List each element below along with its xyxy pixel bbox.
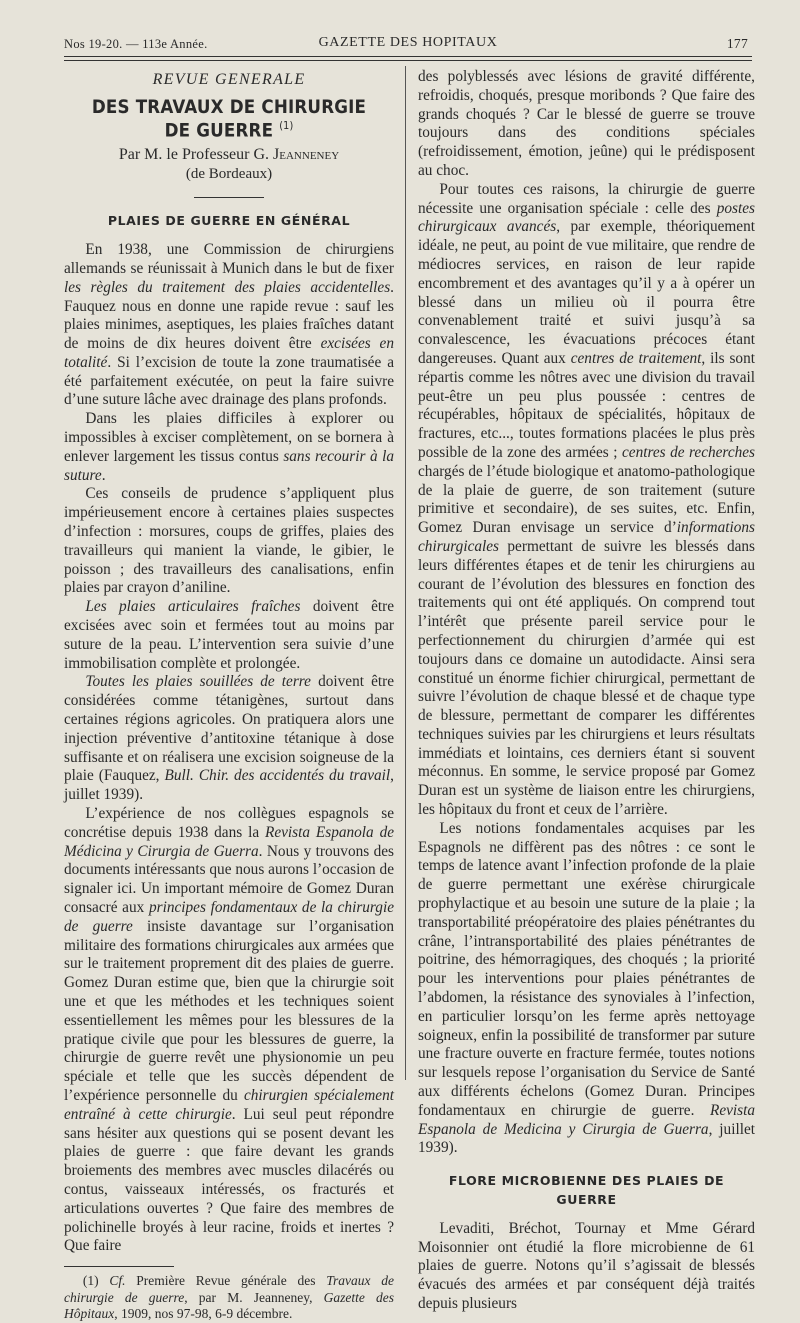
paragraph: Levaditi, Bréchot, Tournay et Mme Gérard Moisonnier ont étudié la flore microbienne de 61 plaies de guerre. Notons qu’il s’agissait de blessés évacués des armées et par conséquent déjà traités depuis plusieurs <box>418 1219 755 1312</box>
journal-title: GAZETTE DES HOPITAUX <box>318 35 498 50</box>
left-column <box>64 68 394 1323</box>
paragraph: L’expérience de nos collègues espagnols se concrétise depuis 1938 dans la Revista Espanola de Médicina y Cirurgia de Guerra. Nous y trouvons des documents intéressants que nous aurons l’occasion de signaler ici. Un important mémoire de Gomez Duran consacré aux principes fondamentaux de la chirurgie de guerre insiste davantage sur l’organisation militaire des formations chirurgicales aux armées que sur le traitement proprement dit des plaies de guerre. Gomez Duran estime que, bien que la chirurgie soit une et que les méthodes et les techniques soient essentiellement les mêmes pour les blessures de la pratique civile que pour les blessures de guerre, la chirurgie de guerre revêt une physionomie un peu spéciale et telle que les succès dépendent de l’expérience personnelle du chirurgien spécialement entraîné à cette chirurgie. Lui seul peut répondre sans hésiter aux questions qui se posent devant les plaies de guerre : que faire devant les grands broiements des membres avec muscles dilacérés ou contus, vaisseaux intéressés, os fracturés et articulations ouvertes ? Que faire des membres de polichinelle broyés à leur racine, froids et inertes ? Que faire <box>64 805 395 1255</box>
paragraph: Toutes les plaies souillées de terre doivent être considérées comme tétanigènes, surtout dans certaines régions agricoles. On pratiquera alors une injection préventive d’antitoxine tétanique à dose suffisante et on réalisera une excision soigneuse de la plaie (Fauquez, Bull. Chir. des accidentés du travail, juillet 1939). <box>64 673 394 804</box>
paragraph: Les notions fondamentales acquises par les Espagnols ne diffèrent pas des nôtres : ce sont le temps de latence avant l’infection profonde de la plaie de guerre permettant une exérèse chirurgicale prophylactique et au besoin une suture de la plaie ; la transportabilité préopératoire des plaies pénétrantes du crâne, l’intransportabilité des plaies pénétrantes de poitrine, des hémorragiques, des choqués ; la priorité pour les interventions pour plaies pénétrantes de l’abdomen, la résistance des synoviales à l’infection, en particulier lorsqu’on les ferme après nettoyage soigneux, enfin la possibilité de transformer par suture une fracture ouverte en fracture fermée, toutes notions sur lesquels repose l’organisation du Service de Santé aux différents échelons (Gomez Duran. Principes fondamentaux en chirurgie de guerre. Revista Espanola de Medicina y Cirurgia de Guerra, juillet 1939). <box>418 819 755 1157</box>
article-title <box>84 95 374 141</box>
footnote: (1) Cf. Première Revue générale des Travaux de chirurgie de guerre, par M. Jeanneney, Gazette des Hôpitaux, 1909, nos 97-98, 6-9 décembre. <box>64 1273 394 1322</box>
paragraph: Les plaies articulaires fraîches doivent être excisées avec soin et fermées tout au moins par suture de la peau. L’intervention sera suivie d’une immobilisation complète et prolongée. <box>64 598 394 672</box>
paragraph: Ces conseils de prudence s’appliquent plus impérieusement encore à certaines plaies suspectes d’infection : morsures, coups de griffes, plaies des travailleurs qui manient la viande, le gibier, le poisson ; des travailleurs des canalisations, enfin plaies par crayon d’aniline. <box>64 485 394 597</box>
title-rule <box>194 197 264 198</box>
header-rule <box>64 56 752 57</box>
page-number: 177 <box>726 36 748 51</box>
paragraph: des polyblessés avec lésions de gravité différente, refroidis, choqués, presque moribonds ? Que faire des grands choqués ? Car le blessé de guerre se trouve toujours dans des conditions spéciales (refroidissement, émotion, jeûne) qui le prédisposent au choc. <box>418 68 755 179</box>
author-prefix: Par M. le Professeur G. <box>118 145 270 163</box>
header-rule-thin <box>64 60 752 61</box>
author-affiliation: (de Bordeaux) <box>185 165 273 182</box>
author-line <box>64 146 394 165</box>
author-name: Jeanneney <box>273 145 340 163</box>
article-kicker: REVUE GENERALE <box>152 71 306 88</box>
right-column <box>418 68 755 1314</box>
section-heading-1: PLAIES DE GUERRE EN GÉNÉRAL <box>107 213 351 229</box>
section-heading-2: FLORE MICROBIENNE DES PLAIES DE GUERRE <box>448 1173 725 1208</box>
footnote-rule <box>64 1266 174 1267</box>
paragraph: En 1938, une Commission de chirurgiens allemands se réunissait à Munich dans le but de fixer les règles du traitement des plaies accidentelles. Fauquez nous en donne une rapide revue : sauf les plaies minimes, aseptiques, les plaies fraîches datant de moins de dix heures doivent être excisées en totalité. Si l’excision de toute la zone traumatisée a été parfaitement exécutée, on peut la faire suivre d’une suture lâche avec drainage des plans profonds. <box>64 241 394 409</box>
paragraph: Dans les plaies difficiles à explorer ou impossibles à exciser complètement, on se bornera à enlever largement les tissus contus sans recourir à la suture. <box>64 410 394 484</box>
article-title-text: DES TRAVAUX DE CHIRURGIE DE GUERRE <box>91 95 367 141</box>
column-divider <box>405 66 406 1080</box>
title-footnote-mark: (1) <box>279 118 294 132</box>
paragraph: Pour toutes ces raisons, la chirurgie de guerre nécessite une organisation spéciale : celle des postes chirurgicaux avancés, par exemple, théoriquement idéale, ne peut, au point de vue militaire, que rendre de médiocres services, en raison de leur rapide encombrement et des avantages qu’il y a à opérer un blessé dans un milieu où il pourra être convenablement traité et suivi jusqu’à sa convalescence, les évacuations précoces étant dangereuses. Quant aux centres de traitement, ils sont répartis comme les nôtres avec une division du travail peut-être un peu plus poussée : centres de récupérables, hôpitaux de spécialités, hôpitaux de fractures, etc..., toutes formations placées le plus près possible de la zone des armées ; centres de recherches chargés de l’étude biologique et anatomo-pathologique de la plaie de guerre, de son traitement (suture primitive et secondaire), de ses suites, etc. Enfin, Gomez Duran envisage un service d’informations chirurgicales permettant de suivre les blessés dans leurs différentes étapes et de tenir les chirurgiens au courant de l’évolution des blessures en fonction des traitements qui ont été appliqués. On comprend tout l’intérêt que présente pareil service pour le perfectionnement du chirurgien d’armée qui est toujours dans ce domaine un autodidacte. Ainsi sera constitué un énorme fichier chirurgical, permettant de suivre l’évolution de chaque blessé et de chaque type de blessure, permettant de comparer les différentes techniques suivies par les chirurgiens et leurs résultats immédiats et lointains, ces derniers étant si souvent méconnus. En somme, le service proposé par Gomez Duran est un système de liaison entre les chirurgiens, les hôpitaux du front et ceux de l’arrière. <box>418 180 756 819</box>
issue-number: Nos 19-20. — 113e Année. <box>64 37 208 51</box>
